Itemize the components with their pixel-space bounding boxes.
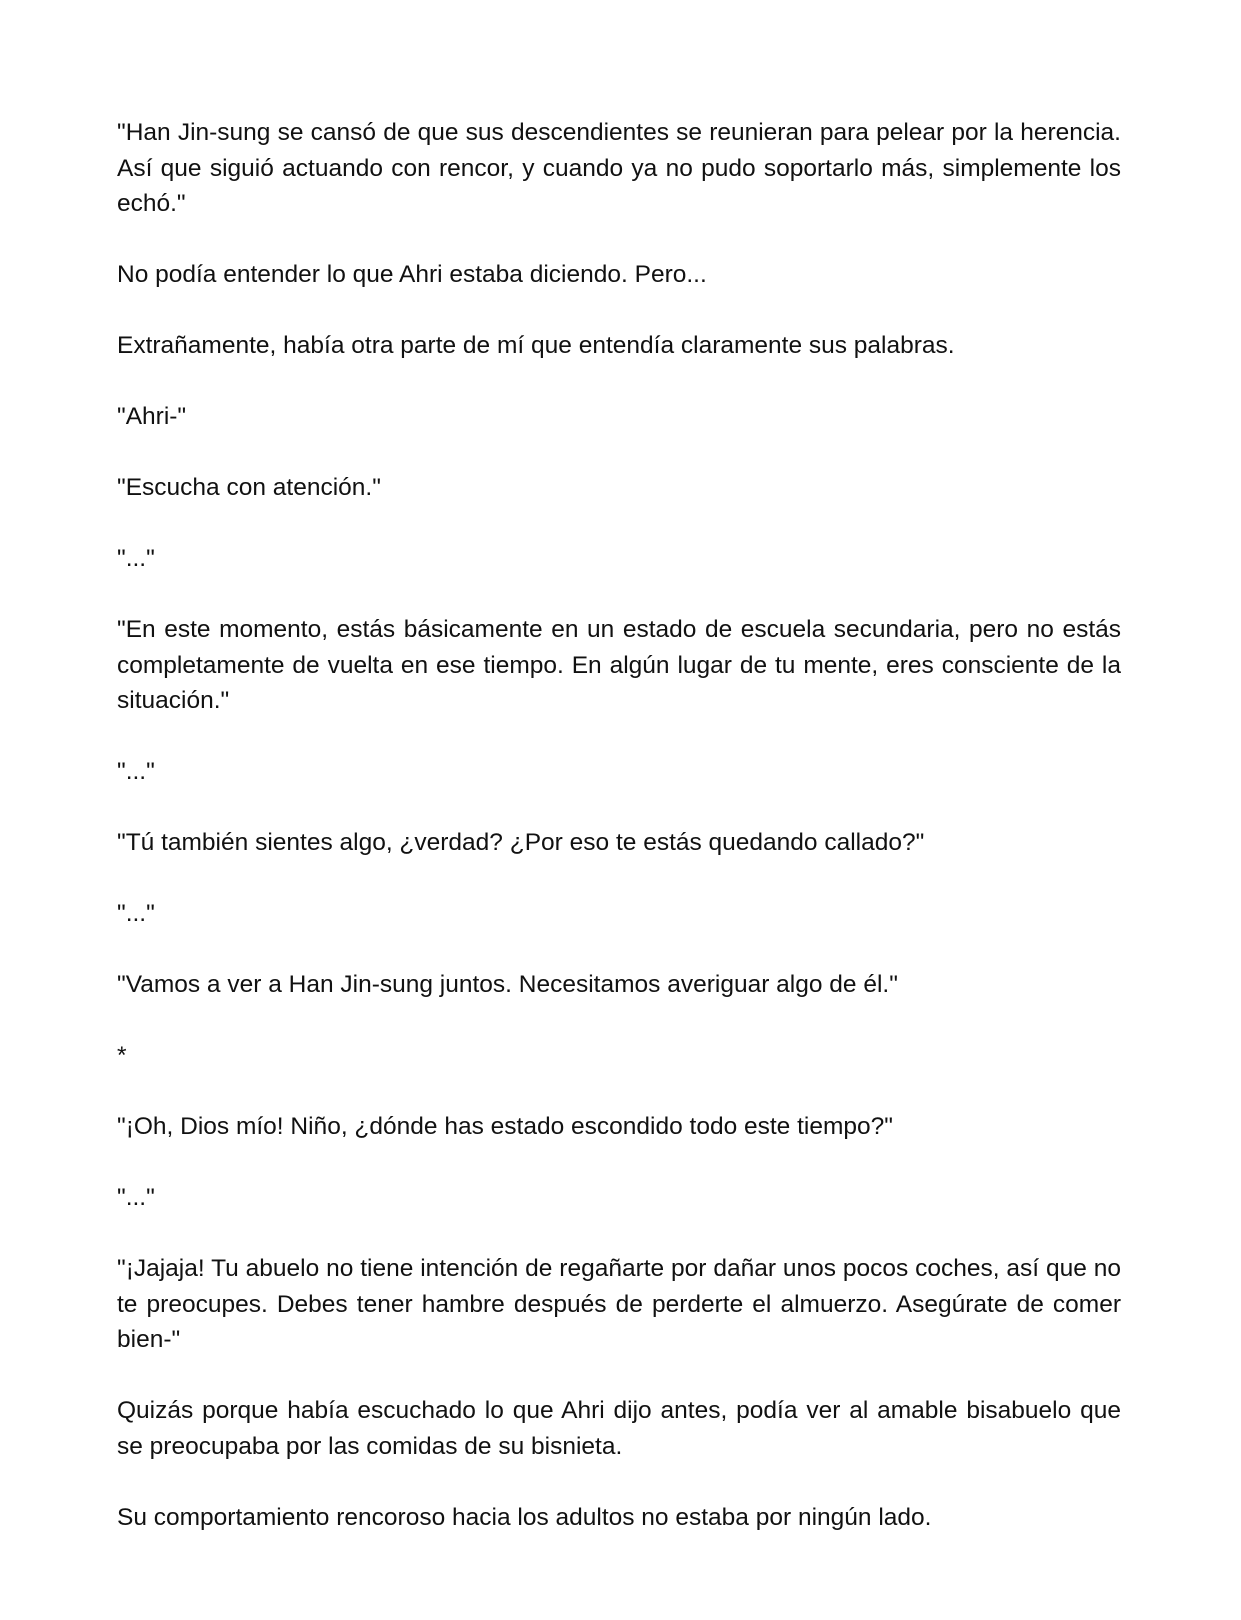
paragraph-5: "Escucha con atención." — [117, 474, 381, 501]
paragraph-8: "..." — [117, 758, 155, 785]
document-page — [117, 115, 1121, 1571]
paragraph-4: "Ahri-" — [117, 403, 187, 430]
paragraph-10: "..." — [117, 900, 155, 927]
paragraph-9: "Tú también sientes algo, ¿verdad? ¿Por eso te estás quedando callado?" — [117, 829, 925, 856]
paragraph-7: "En este momento, estás básicamente en un estado de escuela secundaria, pero no estás completamente de vuelta en ese tiempo. En algún lugar de tu mente, eres consciente de la situación." — [117, 616, 1121, 714]
paragraph-3: Extrañamente, había otra parte de mí que entendía claramente sus palabras. — [117, 332, 955, 359]
scene-break: * — [117, 1042, 127, 1069]
paragraph-1: "Han Jin-sung se cansó de que sus descendientes se reunieran para pelear por la herencia. Así que siguió actuando con rencor, y cuando ya no pudo soportarlo más, simplemente los echó." — [117, 119, 1121, 217]
paragraph-16: Quizás porque había escuchado lo que Ahri dijo antes, podía ver al amable bisabuelo que se preocupaba por las comidas de su bisnieta. — [117, 1397, 1121, 1460]
paragraph-15: "¡Jajaja! Tu abuelo no tiene intención de regañarte por dañar unos pocos coches, así que no te preocupes. Debes tener hambre después de perderte el almuerzo. Asegúrate de comer bien-" — [117, 1255, 1121, 1353]
paragraph-17: Su comportamiento rencoroso hacia los adultos no estaba por ningún lado. — [117, 1503, 932, 1531]
paragraph-2: No podía entender lo que Ahri estaba diciendo. Pero... — [117, 261, 707, 288]
paragraph-13: "¡Oh, Dios mío! Niño, ¿dónde has estado escondido todo este tiempo?" — [117, 1113, 893, 1140]
paragraph-11: "Vamos a ver a Han Jin-sung juntos. Necesitamos averiguar algo de él." — [117, 971, 898, 998]
paragraph-14: "..." — [117, 1184, 155, 1211]
paragraph-6: "..." — [117, 545, 155, 572]
